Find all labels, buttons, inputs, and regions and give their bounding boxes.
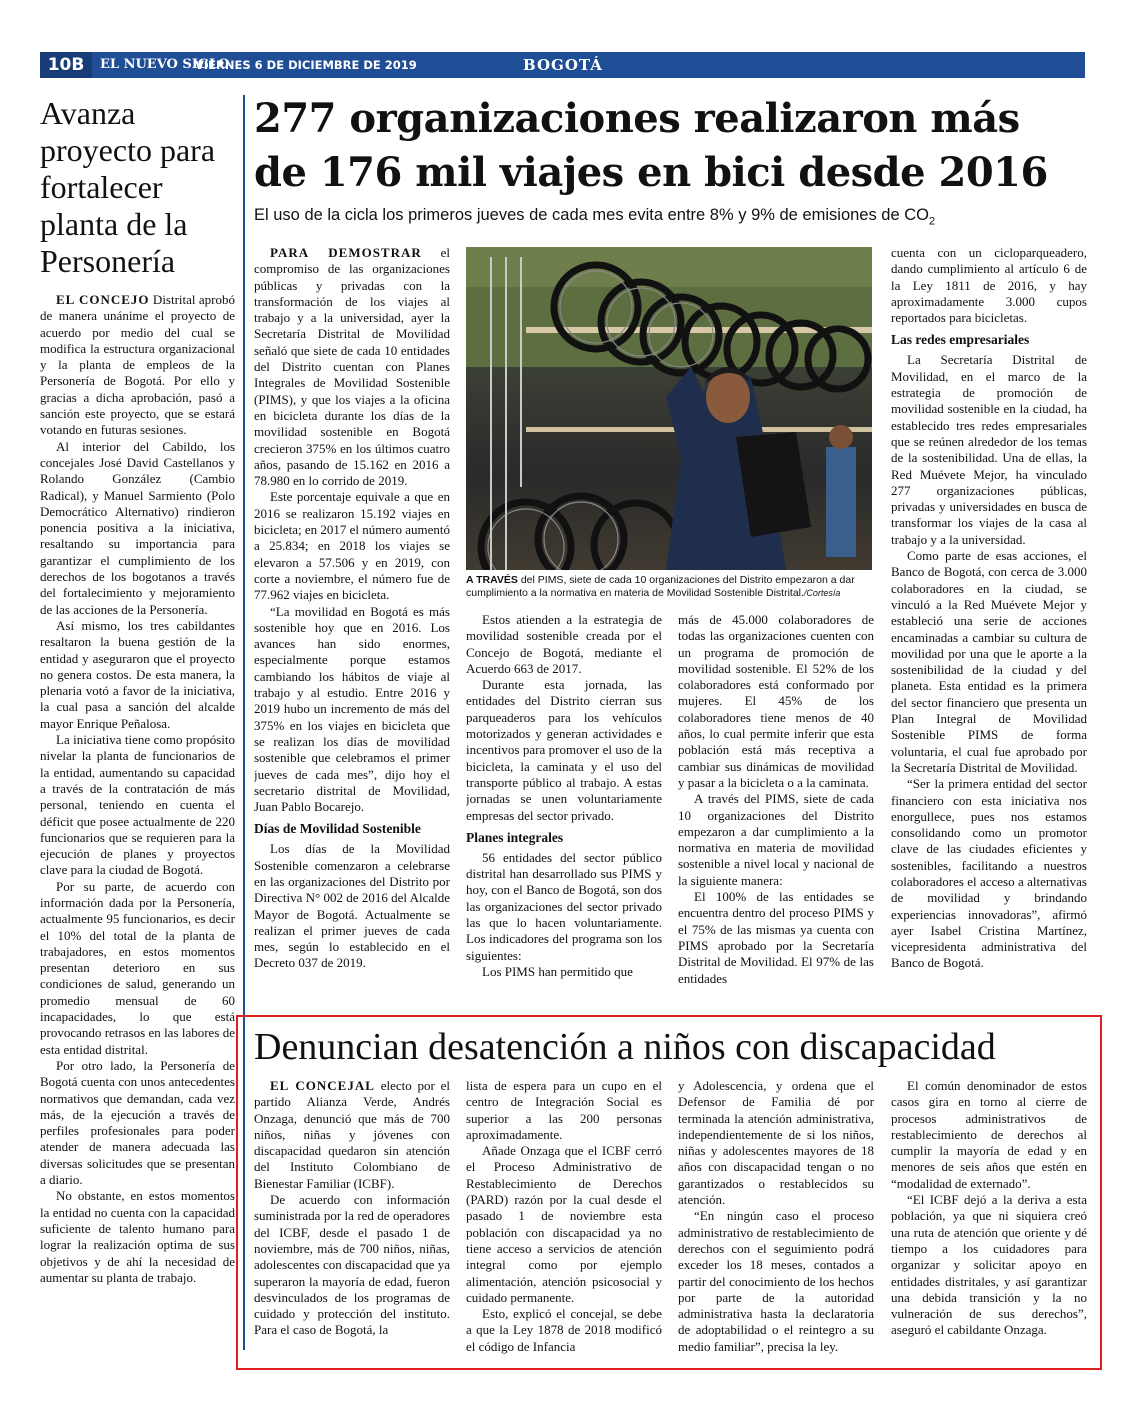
subheading: Días de Movilidad Sostenible: [254, 821, 421, 837]
article-paragraph: A través del PIMS, siete de cada 10 organizaciones del Distrito empezaron a dar cumplimiento a la normativa en materia de movilidad sostenible a nivel local y nacional de la siguiente manera:: [678, 791, 874, 888]
box-story-column-3: [678, 1078, 874, 1358]
article-paragraph: Esto, explicó el concejal, se debe a que la Ley 1878 de 2018 modificó el código de Infancia: [466, 1306, 662, 1354]
article-paragraph: El común denominador de estos casos gira en torno al cierre de procesos administrativos de restablecimiento de derechos al cumplir la mayoría de edad y en menores de seis años que estén en “modalidad de externado”.: [891, 1078, 1087, 1191]
main-headline: 277 organizaciones realizaron más de 176 mil viajes en bici desde 2016: [254, 95, 1048, 196]
section-label: BOGOTÁ: [523, 56, 603, 74]
article-paragraph: lista de espera para un cupo en el centro de Integración Social es superior a las 200 personas aproximadamente.: [466, 1078, 662, 1142]
photo-credit: /Cortesía: [803, 588, 841, 598]
article-paragraph: 56 entidades del sector público distrital han desarrollado sus PIMS y hoy, con el Banco de Bogotá, son dos las organizaciones del sector privado las que lo hacen voluntariamente. Los indicadores del programa son los siguientes:: [466, 849, 662, 963]
subheadline-text: El uso de la cicla los primeros jueves de cada mes evita entre 8% y 9% de emisiones de CO: [254, 206, 929, 224]
paragraph-text: el compromiso de las organizaciones públicas y privadas con la transformación de los viajes al trabajo y a la universidad, ayer la Secretaría Distrital de Movilidad señaló que siete de cada 10 entidades del Distrito cuentan con Planes Integrales de Movilidad Sostenible (PIMS), y que los viajes a la oficina en bicicleta durante los días de la movilidad sostenible en Bogotá crecieron 375% en los últimos cuatro años, pasando de 15.162 en 2016 a 78.980 en lo corrido de 2019.: [254, 245, 450, 489]
article-paragraph: Durante esta jornada, las entidades del Distrito cierran sus parqueaderos para los vehículos motorizados y generan actividades e incentivos para promover el uso de la bicicleta, la caminata y el uso del transporte público al trabajo. A estas jornadas se unen voluntariamente empresas del sector privado.: [466, 677, 662, 823]
article-paragraph: [254, 1078, 450, 1192]
photo-illustration: [466, 247, 872, 570]
side-story-body: [40, 292, 235, 1352]
main-story-column-3: [678, 612, 874, 1012]
subheadline-subscript: 2: [929, 215, 936, 228]
side-story-paragraph: Por otro lado, la Personería de Bogotá cuenta con unos antecedentes normativos que demandan, cada vez más, de la ejecución a través de perfiles profesionales para poder atender de manera adecuada las diversas solicitudes que se presentan a diario.: [40, 1057, 235, 1188]
side-story-paragraph: No obstante, en estos momentos la entidad no cuenta con la capacidad suficiente de talento humano para lograr la realización optima de sus objetivos y de ahí la necesidad de aumentar su planta de trabajo.: [40, 1188, 235, 1285]
paragraph-text: electo por el partido Alianza Verde, Andrés Onzaga, denunció que más de 700 niños, niñas y jóvenes con discapacidad quedaron sin atención del Instituto Colombiano de Bienestar Familiar (ICBF).: [254, 1078, 450, 1191]
article-paragraph: “El ICBF dejó a la deriva a esta población, ya que ni siquiera creó una ruta de atención que oriente y dé tiempo a los cuidadores para organizar y solicitar apoyo en entidades distritales, y así garantizar una debida transición y la no vulneración de sus derechos”, aseguró el cabildante Onzaga.: [891, 1192, 1087, 1338]
article-paragraph: y Adolescencia, y ordena que el Defensor de Familia dé por terminada la atención administrativa, independientemente de si los niños, niñas y adolescentes mayores de 18 años con discapacidad tengan o no garantizados o restablecidos su atención.: [678, 1078, 874, 1208]
box-story-column-1: [254, 1078, 450, 1358]
article-paragraph: Los PIMS han permitido que: [482, 963, 633, 979]
article-paragraph: cuenta con un cicloparqueadero, dando cumplimiento al artículo 6 de la Ley 1811 de 2016, y hay aproximadamente 3.000 cupos reportados para bicicletas.: [891, 245, 1087, 326]
main-story-column-4: [891, 245, 1087, 1015]
article-paragraph: Añade Onzaga que el ICBF cerró el Proceso Administrativo de Restablecimiento de Derechos (PARD) razón por la cual desde el pasado 1 de noviembre esta población con discapacidad ya no tiene acceso a servicios de atención integral como por ejemplo alimentación, atención psicosocial y cuidado permanente.: [466, 1143, 662, 1305]
article-paragraph: Los días de la Movilidad Sostenible comenzaron a celebrarse en las organizaciones del Distrito por Directiva N° 002 de 2016 del Alcalde Mayor de Bogotá. Actualmente se realizan el primer jueves de cada mes, según lo establecido en el Decreto 037 de 2019.: [254, 841, 450, 971]
main-subheadline: [254, 205, 1054, 231]
side-story-paragraph: Al interior del Cabildo, los concejales José David Castellanos y Rolando González (Cambio Radical), y Manuel Sarmiento (Polo Democrático Alternativo) rindieron ponencia positiva a la iniciativa, resaltando su importancia para garantizar el cumplimiento de los derechos de los bogotanos a través del fortalecimiento y mejoramiento de las acciones de la Personería.: [40, 438, 235, 617]
article-paragraph: [254, 245, 450, 489]
side-story-paragraph: Por su parte, de acuerdo con información dada por la Personería, actualmente 95 funcionarios, es decir el 10% del total de la planta de trabajadores, en estos momentos presentan deterioro en sus condiciones de salud, generando un promedio mensual de 60 incapacidades, lo que está provocando retrasos en las labores de esta entidad distrital.: [40, 878, 235, 1057]
bicycle-parking-photo: [466, 247, 872, 570]
issue-date: VIERNES 6 DE DICIEMBRE DE 2019: [195, 58, 417, 72]
side-story-title: Avanza proyecto para fortalecer planta de la Personería: [40, 95, 216, 279]
article-paragraph: “En ningún caso el proceso administrativo de restablecimiento de derechos con el seguimiento podrá exceder los 18 meses, contados a partir del conocimiento de los hechos por parte de la autoridad administrativa hasta la declaratoria de adoptabilidad o el reintegro a su medio familiar”, precisa la ley.: [678, 1208, 874, 1354]
article-paragraph: “Ser la primera entidad del sector financiero con esta iniciativa nos enorgullece, pues nos estamos consolidando como un promotor clave de las ciudades eficientes y sostenibles, facilitando a nuestros colaboradores el acceso a alternativas de movilidad y brindando experiencias innovadoras”, afirmó ayer Isabel Cristina Martínez, vicepresidenta administrativa del Banco de Bogotá.: [891, 776, 1087, 971]
main-story-column-1: [254, 245, 450, 1015]
article-paragraph: Estos atienden a la estrategia de movilidad sostenible creada por el Concejo de Bogotá, mediante el Acuerdo 663 de 2017.: [466, 612, 662, 676]
page-number: 10B: [40, 52, 92, 78]
article-paragraph: más de 45.000 colaboradores de todas las organizaciones cuenten con un programa de promoción de movilidad sostenible. El 52% de los colaboradores está conformado por mujeres. El 45% de los colaboradores tiene menos de 40 años, lo cual permite inferir que esta población está más receptiva a cambiar sus dinámicas de movilidad y pasar a la bicicleta o a la caminata.: [678, 612, 874, 790]
caption-lead: A TRAVÉS: [466, 574, 518, 586]
paragraph-text: Distrital aprobó de manera unánime el proyecto de acuerdo por medio del cual se modifica la estructura organizacional y la planta de empleos de la Personería de Bogotá. Por ello y gracias a dicha aprobación, pasó a sanción este proyecto, que se estará votando en futuras sesiones.: [40, 292, 235, 438]
caption-text: del PIMS, siete de cada 10 organizaciones del Distrito empezaron a dar cumplimiento a la normativa en materia de Movilidad Sostenible Distrital.: [466, 574, 855, 599]
article-paragraph: “La movilidad en Bogotá es más sostenible hoy que en 2016. Los avances han sido enormes, especialmente porque estamos cambiando los hábitos de viaje al trabajo y al estudio. Entre 2016 y 2019 hubo un incremento de más del 375% en los viajes en bicicleta que se realizan los días de movilidad sostenible que celebramos el primer jueves de cada mes”, dijo hoy el secretario distrital de Movilidad, Juan Pablo Bocarejo.: [254, 603, 450, 815]
box-story-lead: EL CONCEJAL: [270, 1078, 375, 1093]
box-story-column-2: [466, 1078, 662, 1358]
side-story-paragraph: [40, 292, 235, 439]
main-story-lead: PARA DEMOSTRAR: [270, 245, 422, 260]
subheading: Planes integrales: [466, 829, 564, 845]
main-story-column-2: [466, 612, 662, 1012]
article-paragraph: Este porcentaje equivale a que en 2016 se realizaron 15.192 viajes en bicicleta; en 2017 el número aumentó a 25.834; en 2018 los viajes se elevaron a 57.506 y en 2019, con corte a noviembre, el número fue de 77.962 viajes en bicicleta.: [254, 489, 450, 603]
box-story-column-4: [891, 1078, 1087, 1358]
side-story-paragraph: Así mismo, los tres cabildantes resaltaron la buena gestión de la entidad y aseguraron que el proyecto no genera costos. De esta manera, la plenaria votó a favor de la iniciativa, la cual pasa a sanción del alcalde mayor Enrique Peñalosa.: [40, 617, 235, 731]
newspaper-name: EL NUEVO SIGLO: [100, 57, 230, 72]
article-paragraph: El 100% de las entidades se encuentra dentro del proceso PIMS y el 75% de las mismas ya cuenta con PIMS aprobado por la Secretaría Distrital de Movilidad. El 97% de las entidades: [678, 889, 874, 986]
subheading: Las redes empresariales: [891, 332, 1030, 348]
article-paragraph: La Secretaría Distrital de Movilidad, en el marco de la estrategia de promoción de movilidad sostenible en la ciudad, ha establecido tres redes empresariales que se reúnen alrededor de los temas de la sostenibilidad. Una de ellas, la Red Muévete Mejor, ha vinculado 277 organizaciones públicas, privadas y universidades en busca de transformar los viajes de la casa al trabajo y a la universidad.: [891, 352, 1087, 547]
article-paragraph: De acuerdo con información suministrada por la red de operadores del ICBF, desde el pasado 1 de noviembre, más de 700 niños, niñas, adolescentes con discapacidad que ya superaron la mayoría de edad, fueron desvinculados de los programas de cuidado y protección del instituto. Para el caso de Bogotá, la: [254, 1192, 450, 1338]
article-paragraph: Como parte de esas acciones, el Banco de Bogotá, con cerca de 3.000 colaboradores en la ciudad, se vinculó a la Red Muévete Mejor y estableció una serie de acciones encaminadas a cambiar su cultura de movilidad por una que le aporte a la sostenibilidad de la ciudad y del planeta. Esta entidad es la primera del sector financiero que presenta un Plan Integral de Movilidad Sostenible PIMS de forma voluntaria, el cual fue aprobado por la Secretaría Distrital de Movilidad.: [891, 548, 1087, 775]
side-story-paragraph: La iniciativa tiene como propósito nivelar la planta de funcionarios de la entidad, aumentando su capacidad a través de la contratación de más personal, teniendo en cuenta el déficit que posee actualmente de 220 funcionarios que se requieren para la ejecución de planes y proyectos clave para la ciudad de Bogotá.: [40, 732, 235, 878]
side-story-lead: EL CONCEJO: [56, 292, 150, 307]
photo-caption: [466, 574, 872, 600]
box-headline: Denuncian desatención a niños con discapacidad: [254, 1026, 996, 1068]
